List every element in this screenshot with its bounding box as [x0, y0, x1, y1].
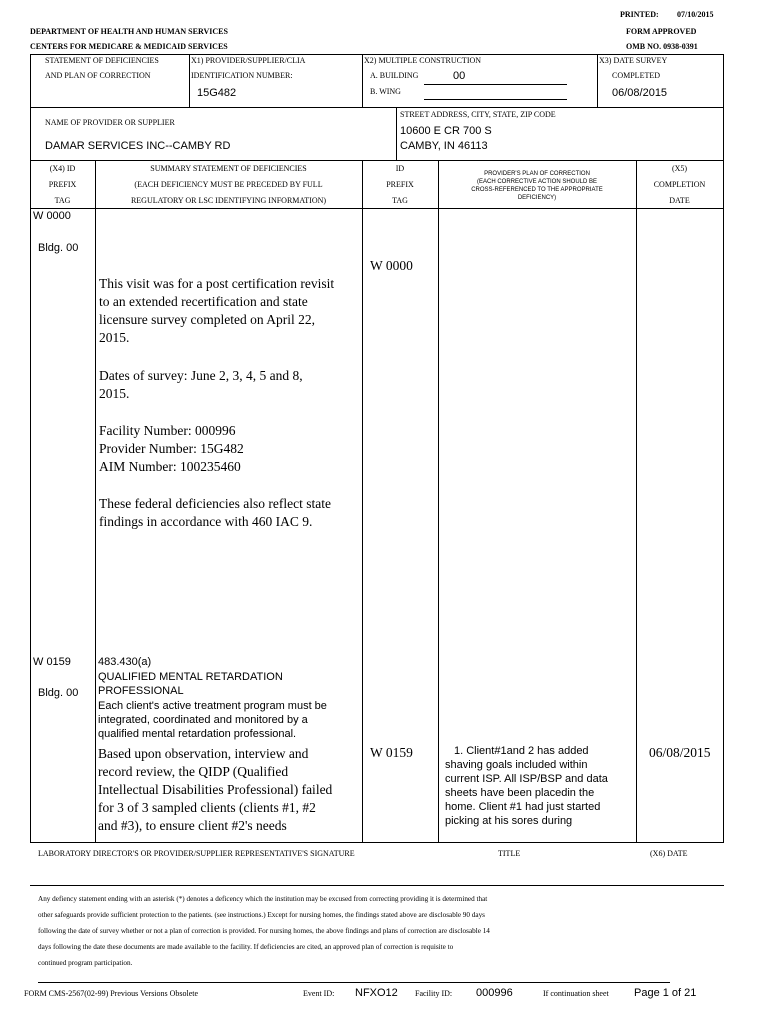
id-header-3: TAG — [392, 196, 408, 205]
entry1-id-tag: W 0000 — [370, 258, 413, 273]
entry1-paragraph-2: Dates of survey: June 2, 3, 4, 5 and 8, 2015. — [99, 368, 303, 401]
x1-label: X1) PROVIDER/SUPPLIER/CLIA — [191, 56, 306, 65]
event-id-value: NFXO12 — [355, 987, 398, 999]
x1-label-2: IDENTIFICATION NUMBER: — [191, 71, 293, 80]
disclaimer-line-1: Any defiency statement ending with an asterisk (*) denotes a deficency which the institution may be excused from correcting providing it is determined that — [38, 895, 488, 903]
form-approved: FORM APPROVED — [626, 27, 697, 36]
x2-label: X2) MULTIPLE CONSTRUCTION — [364, 56, 482, 65]
disclaimer-line-2: other safeguards provide sufficient protection to the patients. (see instructions.) Except for nursing homes, the findings stated above are disclosable 90 days — [38, 911, 485, 919]
x4-header-2: PREFIX — [48, 180, 77, 189]
plan-header-1: PROVIDER'S PLAN OF CORRECTION — [484, 171, 590, 177]
summary-header-1: SUMMARY STATEMENT OF DEFICIENCIES — [150, 164, 307, 173]
entry2-completion-date: 06/08/2015 — [649, 745, 711, 760]
facility-id-label: Facility ID: — [415, 989, 453, 998]
event-id-label: Event ID: — [303, 989, 335, 998]
entry1-provider-number: Provider Number: 15G482 — [99, 441, 244, 456]
entry1-paragraph-1: This visit was for a post certification revisit to an extended recertification and state licensure survey completed on April 22, 2015. — [99, 276, 335, 345]
entry2-plan-text: 1. Client#1and 2 has added shaving goals included within current ISP. All ISP/BSP and data sheets have been placedin the home. Client #1 had just started picking at his sores during — [445, 745, 608, 827]
address-label: STREET ADDRESS, CITY, STATE, ZIP CODE — [400, 110, 556, 119]
entry2-id-tag: W 0159 — [370, 745, 413, 760]
x5-header-3: DATE — [669, 196, 690, 205]
entry2-title-2: PROFESSIONAL — [98, 685, 184, 697]
id-header-2: PREFIX — [386, 180, 414, 189]
x3-label-2: COMPLETED — [612, 71, 660, 80]
x5-header-2: COMPLETION — [653, 180, 706, 189]
entry2-building: Bldg. 00 — [38, 687, 79, 699]
entry2-rule-text: Each client's active treatment program must be integrated, coordinated and monitored by a qualified mental retardation professional. — [98, 700, 327, 740]
continuation-label: If continuation sheet — [543, 989, 609, 998]
wing-label: B. WING — [370, 87, 401, 96]
x4-header-3: TAG — [54, 196, 71, 205]
entry2-prefix-tag: W 0159 — [33, 656, 71, 668]
summary-header-2: (EACH DEFICIENCY MUST BE PRECEDED BY FULL — [134, 180, 323, 189]
facility-id-value: 000996 — [476, 987, 513, 999]
entry1-facility-number: Facility Number: 000996 — [99, 423, 236, 438]
entry2-regulation: 483.430(a) — [98, 656, 152, 668]
building-label: A. BUILDING — [370, 71, 419, 80]
x5-header-1: (X5) — [671, 164, 688, 173]
plan-header-3: CROSS-REFERENCED TO THE APPROPRIATE — [471, 187, 603, 193]
printed-date: 07/10/2015 — [677, 10, 714, 19]
provider-name-value: DAMAR SERVICES INC--CAMBY RD — [45, 140, 231, 152]
address-line-2: CAMBY, IN 46113 — [400, 140, 488, 152]
disclaimer-line-4: days following the date these documents are made available to the facility. If deficiencies are cited, an approved plan of correction is requisite to — [38, 943, 454, 951]
disclaimer-line-3: following the date of survey whether or not a plan of correction is provided. For nursing homes, the above findings and plans of correction are disclosable 14 — [38, 927, 490, 935]
plan-header-4: DEFICIENCY) — [517, 195, 557, 201]
building-value: 00 — [453, 70, 466, 82]
centers-title: CENTERS FOR MEDICARE & MEDICAID SERVICES — [30, 42, 228, 51]
form-number: FORM CMS-2567(02-99) Previous Versions Obsolete — [24, 989, 199, 998]
survey-date-value: 06/08/2015 — [612, 87, 668, 99]
signature-label: LABORATORY DIRECTOR'S OR PROVIDER/SUPPLIER REPRESENTATIVE'S SIGNATURE — [38, 849, 355, 858]
statement-label-1: STATEMENT OF DEFICIENCIES — [45, 56, 159, 65]
entry1-aim-number: AIM Number: 100235460 — [99, 459, 241, 474]
address-line-1: 10600 E CR 700 S — [400, 125, 492, 137]
summary-header-3: REGULATORY OR LSC IDENTIFYING INFORMATION) — [130, 196, 327, 205]
page-number: Page 1 of 21 — [634, 987, 697, 999]
id-header-1: ID — [395, 164, 405, 173]
entry1-prefix-tag: W 0000 — [33, 210, 71, 222]
entry2-finding-text: Based upon observation, interview and record review, the QIDP (Qualified Intellectual Disabilities Professional) failed for 3 of 3 sampled clients (clients #1, #2 and #3), to ensure client #2's needs — [98, 746, 333, 833]
title-label: TITLE — [498, 849, 521, 858]
x3-label: X3) DATE SURVEY — [599, 56, 668, 65]
provider-name-label: NAME OF PROVIDER OR SUPPLIER — [45, 118, 175, 127]
disclaimer-line-5: continued program participation. — [38, 959, 133, 967]
provider-id-value: 15G482 — [197, 87, 237, 99]
plan-header-2: (EACH CORRECTIVE ACTION SHOULD BE — [476, 179, 598, 185]
x4-header-1: (X4) ID — [49, 164, 76, 173]
provider-block — [30, 107, 724, 161]
date-label: (X6) DATE — [650, 849, 688, 858]
department-title: DEPARTMENT OF HEALTH AND HUMAN SERVICES — [30, 27, 228, 36]
entry2-title-1: QUALIFIED MENTAL RETARDATION — [98, 671, 283, 683]
omb-number: OMB NO. 0938-0391 — [626, 42, 698, 51]
printed-label: PRINTED: — [620, 10, 659, 19]
entry1-building: Bldg. 00 — [38, 242, 79, 254]
statement-label-2: AND PLAN OF CORRECTION — [45, 71, 151, 80]
entry1-paragraph-4: These federal deficiencies also reflect state findings in accordance with 460 IAC 9. — [99, 496, 331, 529]
